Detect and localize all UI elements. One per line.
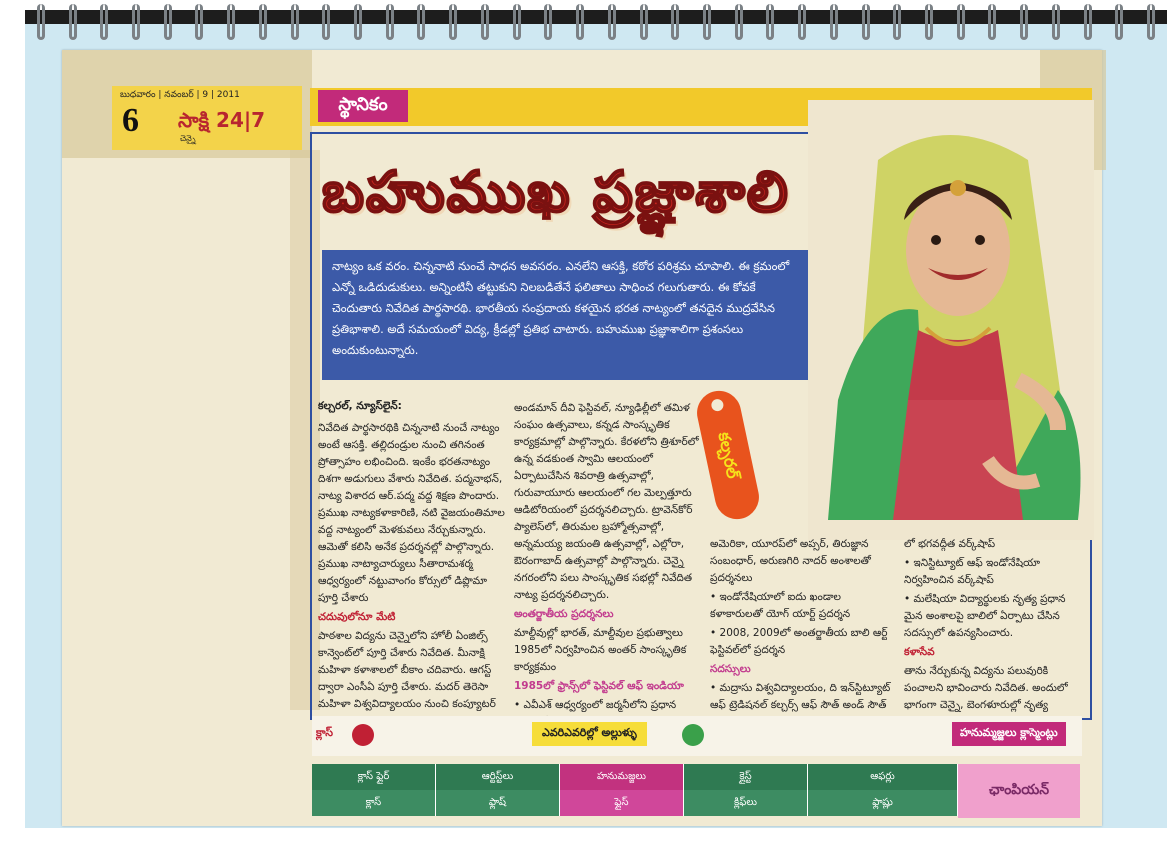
table-header-cell: క్లైస్ట్ xyxy=(684,764,808,790)
article-column-1 xyxy=(318,420,508,710)
culture-tag-label: కల్చరల్ xyxy=(714,430,743,480)
table-value-cell: క్లిఫ్‌లు xyxy=(684,790,808,816)
masthead xyxy=(112,86,302,150)
column-2-body: అండమాన్ దీవి ఫెస్టివల్, న్యూఢిల్లీలో తమిళ సంఘం ఉత్సవాలు, కన్నడ సాంస్కృతిక కార్యక్రమాల్లో పాల్గొన్నారు. కేరళలోని త్రిశూర్‌లో ఉన్న వడకుంత స్వామి ఆలయంలో ఏర్పాటుచేసిన శివరాత్రి ఉత్సవాల్లో, గురువాయూరు ఆలయంలో గల మెల్పత్తూరు ఆడిటోరియంలో ప్రదర్శనలిచ్చారు. ట్రావెన్‌కోర్ ప్యాలెస్‌లో, తిరుమల బ్రహ్మోత్సవాల్లో, అన్నమయ్య జయంతి ఉత్సవాల్లో, ఎల్లోరా, ఔరంగాబాద్ ఉత్సవాల్లో పాల్గొన్నారు. చెన్నై నగరంలోని పలు సాంస్కృతిక సభల్లో నివేదిత నాట్య ప్రదర్శనలిచ్చారు. xyxy=(514,402,699,601)
bottom-right-label: హనుమ్మజ్జలు క్లాస్మెంట్లు xyxy=(952,722,1066,746)
circle-emblem-icon xyxy=(352,724,374,746)
bottom-center-label: ఎవరిఎవరిల్లో అల్లుళ్ళు xyxy=(532,722,647,746)
column-4-bullet-1: • ఇనిస్టిట్యూట్ ఆఫ్ ఇండోనేషియా నిర్వహించిన వర్క్‌షాప్ xyxy=(904,557,1040,586)
masthead-date: బుధవారం | నవంబర్ | 9 | 2011 xyxy=(120,90,240,100)
table-header-cell: క్లాస్ ఫ్లైర్ xyxy=(312,764,436,790)
tag-hole xyxy=(710,398,724,412)
spiral-binding xyxy=(25,0,1167,42)
dancer-illustration xyxy=(808,100,1094,540)
bottom-banner xyxy=(312,716,1082,756)
column-4-bullet-2: • మలేషియా విద్యార్థులకు నృత్య ప్రధాన మైన అంశాలపై బాలిలో ఏర్పాటు చేసిన సదస్సులో ఉపన్యసించారు. xyxy=(904,593,1066,639)
table-header-cell: ఆఫర్లు xyxy=(808,764,958,790)
section-label: స్థానికం xyxy=(318,90,408,122)
column-1-body: నివేదిత పార్థసారథికి చిన్ననాటి నుంచే నాట్యం అంటే ఆసక్తి. తల్లిదండ్రుల నుంచి తగినంత ప్రోత్సాహం లభించింది. ఇంకేం భరతనాట్యం దిశగా అడుగులు వేశారు నివేదిత. పద్మనాభన్, నాట్య విశారద ఆర్.పద్మ వద్ద శిక్షణ పొందారు. ప్రముఖ నాట్యకళాకారిణి, నటి వైజయంతిమాల వద్ద నాట్యంలో మెళకువలు నేర్చుకున్నారు. ఆమెతో కలిసి అనేక ప్రదర్శనల్లో పాల్గొన్నారు. ప్రముఖ నాట్యాచార్యులు సీతారామశర్మ ఆధ్వర్యంలో నట్టువాంగం కోర్సులో డిప్లొమా పూర్తి చేశారు xyxy=(318,422,505,604)
newspaper-brand: సాక్షి 24|7 xyxy=(178,108,266,132)
table-header-cell: హనుమజ్జలు xyxy=(560,764,684,790)
bottom-left-label: క్లాస్ xyxy=(316,726,333,739)
page-number: 6 xyxy=(122,102,139,139)
column-2-body-3: • ఎవీఎశ్ ఆధ్వర్యంలో జర్మనీలోని ప్రధాన xyxy=(514,699,677,711)
table-value-cell: ఫ్లైస్ xyxy=(560,790,684,816)
column-3-bullet-2: • 2008, 2009లో అంతర్జాతీయ బాలి ఆర్ట్ ఫెస్టివల్‌లో ప్రదర్శన xyxy=(710,627,888,656)
article-byline: కల్చరల్, న్యూస్‌లైన్: xyxy=(318,400,402,412)
article-headline: బహుముఖ ప్రజ్ఞాశాలి xyxy=(322,160,790,225)
table-header-cell: ఆర్టిస్ట్‌లు xyxy=(436,764,560,790)
column-2-subheading-1: అంతర్జాతీయ ప్రదర్శనలు xyxy=(514,608,614,620)
column-2-body-2: మాల్దీవుల్లో భారత్, మాల్దీవుల ప్రభుత్వాలు 1985లో నిర్వహించిన అంతర్ సాంస్కృతిక కార్యక్రమం xyxy=(514,627,687,673)
column-3-bullet-1: • ఇండోనేషియాలో ఐదు ఖండాల కళాకారులతో యోగ్ యార్ట్ ప్రదర్శన xyxy=(710,591,851,620)
dancer-photo xyxy=(808,100,1094,540)
table-value-cell: ఫ్లాష్లు xyxy=(808,790,958,816)
table-value-cell: క్లాస్ xyxy=(312,790,436,816)
column-3-subheading: సదస్సులు xyxy=(710,663,751,675)
article-column-2 xyxy=(514,400,704,711)
column-4-subheading: కళాసేవ xyxy=(904,646,935,658)
column-4-body-2: తాను నేర్చుకున్న విద్యను పలువురికి పంచాలని భావించారు నివేదిత. అందులో భాగంగా చెన్నై, బెంగళూరుల్లో నృత్య xyxy=(904,665,1068,711)
column-1-body-2: పాఠశాల విద్యను చెన్నైలోని హోలీ ఏంజిల్స్ కాన్వెంట్‌లో పూర్తి చేశారు నివేదిత. మీనాక్షి మహిళా కళాశాలలో బీకాం చదివారు. ఆగస్ట్ ద్వారా ఎంసీఏ పూర్తి చేశారు. మదర్ తెరెసా మహిళా విశ్వవిద్యాలయం నుంచి కంప్యూటర్ xyxy=(318,630,496,710)
column-1-subheading: చదువులోనూ మేటి xyxy=(318,611,396,623)
article-intro: నాట్యం ఒక వరం. చిన్ననాటి నుంచే సాధన అవసరం. ఎనలేని ఆసక్తి, కఠోర పరిశ్రమ చూపాలి. ఈ క్రమంలో ఎన్నో ఒడిదుడుకులు. అన్నింటినీ తట్టుకుని నిలబడితేనే ఫలితాలు సాధించ గలుగుతారు. ఈ కోవకే చెందుతారు నివేదిత పార్థసారథి. భారతీయ సంప్రదాయ కళయైన భరత నాట్యంలో తనదైన ముద్రవేసిన ప్రతిభాశాలి. అదే సమయంలో విద్య, క్రీడల్లో ప్రతిభ చాటారు. బహుముఖ ప్రజ్ఞాశాలిగా ప్రశంసలు అందుకుంటున్నారు. xyxy=(322,250,808,380)
article-column-4 xyxy=(904,536,1084,711)
edition-city: చెన్నై xyxy=(180,134,196,143)
table-badge: ఛాంపియన్ xyxy=(958,764,1080,818)
article-column-3 xyxy=(710,536,896,711)
green-emblem-icon xyxy=(682,724,704,746)
column-4-body: లో భగవద్గీత వర్క్‌షాప్ xyxy=(904,538,996,550)
column-3-body: అమెరికా, యూరప్‌లో అప్సర్, తిరుజ్ఞాన సంబంధార్, అరుణగిరి నాదర్ అంశాలతో ప్రదర్శనలు xyxy=(710,538,871,584)
column-2-subheading-2: 1985లో ఫ్రాన్స్‌లో ఫెస్టివల్ ఆఫ్ ఇండియా xyxy=(514,680,684,692)
table-value-cell: ఫ్లాష్ xyxy=(436,790,560,816)
column-3-bullet-3: • మద్రాసు విశ్వవిద్యాలయం, ది ఇన్‌స్టిట్యూట్ ఆఫ్ ట్రెడిషనల్ కల్చర్స్ ఆఫ్ సౌత్ అండ్ సౌత్ xyxy=(710,682,891,711)
